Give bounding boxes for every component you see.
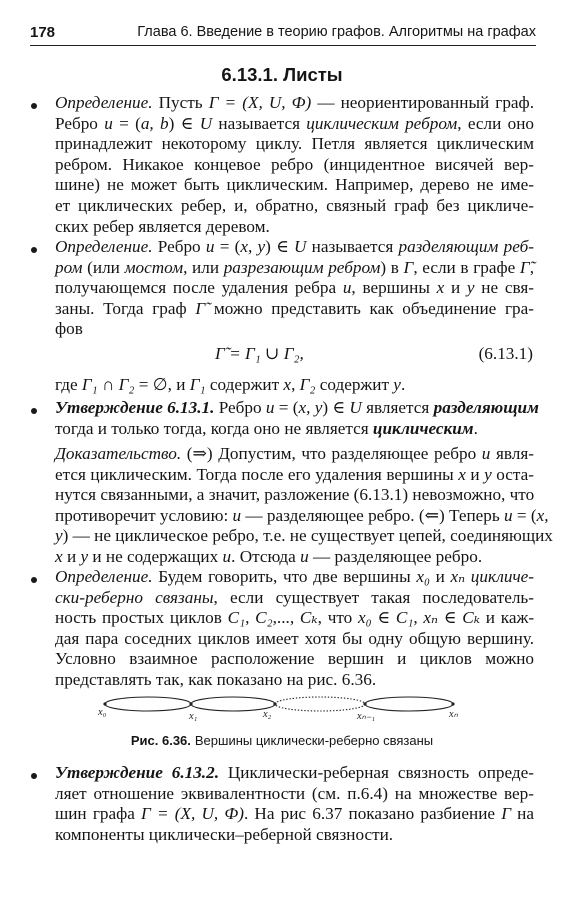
text-line xyxy=(55,134,534,155)
text-run: = ( xyxy=(112,113,141,133)
text-line xyxy=(55,155,534,176)
text-run: , вершины xyxy=(351,278,437,298)
text-run: ребром. Никакое концевое ребро (инцидентное висячей вер- xyxy=(55,154,534,174)
statement-6-13-1 xyxy=(55,398,539,439)
figure-caption xyxy=(0,733,564,748)
text-run: противоречит условию: xyxy=(55,505,233,525)
text-run: Условно взаимное расположение вершин и циклов можно xyxy=(55,649,534,669)
text-line xyxy=(55,217,534,238)
emphasis: Г₂ xyxy=(118,375,135,394)
text-run: , xyxy=(291,375,300,394)
definition-bridge xyxy=(55,237,534,340)
emphasis: Определение. xyxy=(55,237,153,256)
emphasis: Г = (X, U, Ф) xyxy=(141,804,244,824)
emphasis: u xyxy=(504,505,513,525)
emphasis: C₁ xyxy=(395,608,414,628)
text-run: ∈ xyxy=(371,608,396,628)
text-run: ется циклическим. Тогда после его удаления вершины xyxy=(55,464,459,484)
bullet xyxy=(31,577,37,583)
emphasis: x₀ xyxy=(416,567,430,586)
bullet xyxy=(31,247,37,253)
bullet xyxy=(31,408,37,414)
text-run: и xyxy=(444,278,467,298)
emphasis: u xyxy=(265,398,275,417)
emphasis: Утверждение 6.13.2. xyxy=(55,763,219,782)
vertex-xn xyxy=(451,702,454,705)
text-line xyxy=(55,258,534,279)
proof xyxy=(55,444,553,568)
text-run: ) ∈ xyxy=(322,398,350,417)
text-line xyxy=(55,608,534,629)
text-run: = ( xyxy=(274,398,299,417)
text-run: , или xyxy=(183,257,224,277)
emphasis: x, y xyxy=(240,237,266,256)
text-run: шине) не может быть циклическим. Например, дерево не име- xyxy=(55,175,534,195)
text-run: шин графа xyxy=(55,804,142,824)
emphasis: C₂ xyxy=(255,608,273,628)
emphasis: x₀ xyxy=(357,608,372,628)
emphasis: U xyxy=(199,113,213,133)
emphasis: u xyxy=(300,546,309,566)
definition-cyclic-edge-connected xyxy=(55,567,534,691)
text-run: , xyxy=(529,257,534,277)
text-run: и не содержащих xyxy=(88,546,223,566)
equation-number: (6.13.1) xyxy=(478,344,533,363)
text-run: (или xyxy=(82,257,125,277)
label-x2: x₂ xyxy=(263,709,272,720)
emphasis: xₙ xyxy=(450,567,466,586)
emphasis: u xyxy=(104,113,113,133)
text-run: , xyxy=(245,608,256,628)
text-run: Ребро xyxy=(152,237,206,256)
emphasis: y xyxy=(466,278,475,298)
text-run: ет циклических ребер, и, обратно, связный граф без цикличе- xyxy=(55,195,534,215)
emphasis: Г = (X, U, Ф) xyxy=(208,93,312,112)
page-number: 178 xyxy=(30,24,56,41)
text-run: . На рис 6.37 показано разбиение xyxy=(243,804,502,824)
emphasis: циклическим xyxy=(372,418,474,438)
text-run: получающемся после удаления ребра xyxy=(55,278,343,298)
text-line xyxy=(55,567,534,588)
text-line xyxy=(55,485,534,506)
emphasis: Г xyxy=(403,257,414,277)
emphasis: Г xyxy=(501,804,511,824)
emphasis: U xyxy=(349,398,362,417)
text-run: ность простых циклов xyxy=(55,608,228,628)
text-run: ) — не циклическое ребро, т.е. не существует цепей, соединяющих xyxy=(62,526,553,546)
emphasis: ски-реберно связаны xyxy=(55,587,214,607)
cycle-ck xyxy=(365,697,453,711)
equation: Г̃ = Г₁ ∪ Г₂, xyxy=(215,344,304,363)
emphasis: Г₁ xyxy=(189,375,206,394)
bullet xyxy=(31,103,37,109)
text-run: . xyxy=(473,418,478,438)
text-run: , что xyxy=(317,608,358,628)
emphasis: a, b xyxy=(140,113,169,133)
text-line xyxy=(55,526,553,547)
vertex-xn-1 xyxy=(363,702,366,705)
text-line xyxy=(55,629,534,650)
text-run: (⇒) Допустим, что разделяющее ребро xyxy=(181,444,482,463)
text-run: , если существует такая последователь- xyxy=(213,587,534,607)
text-line xyxy=(55,588,534,609)
emphasis: x xyxy=(458,464,466,484)
emphasis: y xyxy=(55,526,63,546)
text-line xyxy=(55,278,534,299)
text-run: Ребро xyxy=(55,113,105,133)
text-run: ∩ xyxy=(97,375,119,394)
text-run: не свя- xyxy=(474,278,534,298)
emphasis: y xyxy=(80,546,89,566)
text-run: является xyxy=(361,398,434,417)
text-run: ) ∈ xyxy=(265,237,295,256)
emphasis: xₙ xyxy=(423,608,438,628)
text-run: ) ∈ xyxy=(168,113,200,133)
text-line xyxy=(55,505,549,527)
text-line xyxy=(55,398,539,419)
text-run: , если оно xyxy=(457,113,534,133)
caption-label: Рис. 6.36. xyxy=(130,733,191,748)
section-title: 6.13.1. Листы xyxy=(221,64,343,85)
caption-text: Вершины циклически-реберно связаны xyxy=(194,733,434,748)
text-run: явля- xyxy=(490,444,534,463)
bullet xyxy=(31,773,37,779)
text-line xyxy=(55,237,534,258)
text-line xyxy=(55,444,534,465)
emphasis: цикличе- xyxy=(470,567,535,586)
text-run: . Отсюда xyxy=(231,546,301,566)
emphasis: y xyxy=(484,464,492,484)
emphasis: u xyxy=(481,444,491,463)
emphasis: разделяющим xyxy=(433,398,539,417)
text-run: , если в графе xyxy=(413,257,520,277)
emphasis: Г̃ xyxy=(195,298,206,318)
emphasis: Cₖ xyxy=(462,608,480,628)
text-run: принадлежит некоторому циклу. Петля является циклическим xyxy=(55,134,534,154)
text-run: , xyxy=(413,608,424,628)
text-run: содержит xyxy=(315,375,394,394)
vertex-x1 xyxy=(189,702,192,705)
text-run: = ( xyxy=(214,237,241,256)
emphasis: u xyxy=(342,278,352,298)
text-run: ) в xyxy=(380,257,404,277)
text-line xyxy=(55,784,534,805)
figure-6-36 xyxy=(100,686,470,726)
vertex-x2 xyxy=(273,702,276,705)
text-line xyxy=(55,93,534,114)
text-run: — разделяющее ребро. (⇐) Теперь xyxy=(241,505,505,525)
text-run: = ∅, и xyxy=(134,375,190,394)
text-line xyxy=(55,299,534,320)
emphasis: x xyxy=(55,546,63,566)
text-line xyxy=(55,196,534,217)
emphasis: мостом xyxy=(124,257,184,277)
cycle-c1 xyxy=(105,697,191,711)
text-run: нутся связанными, а значит, разложение (6.13.1) невозможно, что xyxy=(55,485,535,505)
vertex-x0 xyxy=(103,702,106,705)
text-run: . xyxy=(400,375,406,394)
text-run: оста- xyxy=(491,464,534,484)
label-x1: x₁ xyxy=(189,711,198,722)
text-run: тогда и только тогда, когда оно не является xyxy=(55,418,373,438)
text-run: = ( xyxy=(512,505,537,525)
emphasis: C₁ xyxy=(227,608,246,628)
emphasis: разрезающим ребром xyxy=(223,257,381,277)
text-run: Будем говорить, что две вершины xyxy=(152,567,417,586)
text-run: называется xyxy=(212,113,307,133)
emphasis: Определение. xyxy=(55,567,153,586)
text-line xyxy=(55,547,534,568)
header-rule xyxy=(30,45,536,46)
cycle-dotted xyxy=(275,697,365,711)
text-line xyxy=(55,825,534,846)
text-run: и xyxy=(62,546,81,566)
emphasis: Г̃ xyxy=(519,257,530,277)
text-run: Циклически-реберная связность опреде- xyxy=(219,763,534,782)
emphasis: x xyxy=(436,278,445,298)
text-run: ляет отношение эквивалентности (см. п.6.4) на множестве вер- xyxy=(55,783,534,803)
statement-6-13-2 xyxy=(55,763,534,845)
text-line xyxy=(55,114,534,135)
text-run: — разделяющее ребро. xyxy=(308,546,483,566)
text-run: ских ребер является деревом. xyxy=(55,216,270,236)
text-run: — неориентированный граф. xyxy=(311,93,534,112)
emphasis: Г₁ xyxy=(81,375,98,394)
text-run: представлять так, как показано на рис. 6.36. xyxy=(55,669,377,689)
label-xn-1: xₙ₋₁ xyxy=(357,711,376,722)
emphasis: y xyxy=(393,375,401,394)
emphasis: циклическим ребром xyxy=(306,113,458,133)
text-run: можно представить как объединение гра- xyxy=(205,298,534,318)
text-line xyxy=(55,319,534,340)
emphasis: Определение. xyxy=(55,93,153,112)
emphasis: x, xyxy=(536,505,549,525)
emphasis: u xyxy=(232,505,242,525)
text-run: Пусть xyxy=(152,93,209,112)
emphasis: Г₂ xyxy=(299,375,316,394)
text-line xyxy=(55,465,534,486)
text-line xyxy=(55,175,534,196)
equation-explanation xyxy=(55,375,534,396)
label-x0: x₀ xyxy=(98,707,107,718)
text-run: на xyxy=(511,804,535,824)
emphasis: x, y xyxy=(298,398,323,417)
text-run: называется xyxy=(306,237,399,256)
text-line xyxy=(55,763,534,784)
chapter-title: Глава 6. Введение в теорию графов. Алгоритмы на графах xyxy=(137,24,536,40)
text-run: дая пара соседних циклов имеет хотя бы одну общую вершину. xyxy=(55,628,534,648)
text-run: и xyxy=(429,567,451,586)
emphasis: ром xyxy=(55,257,83,277)
emphasis: U xyxy=(294,237,307,256)
text-run: где xyxy=(55,375,82,394)
text-run: ,..., xyxy=(272,608,300,628)
text-line xyxy=(55,375,534,396)
text-line xyxy=(55,804,534,825)
text-run: ∈ xyxy=(438,608,463,628)
text-line xyxy=(55,419,534,440)
definition-cyclic-edge xyxy=(55,93,534,237)
text-run: содержит xyxy=(205,375,284,394)
text-run: фов xyxy=(55,319,83,339)
emphasis: u xyxy=(205,237,215,256)
emphasis: Утверждение 6.13.1. xyxy=(55,398,215,417)
emphasis: u xyxy=(222,546,232,566)
text-run: Ребро xyxy=(214,398,266,417)
text-run: и xyxy=(465,464,485,484)
text-run: компоненты циклически–реберной связности. xyxy=(55,824,394,844)
emphasis: Доказательство. xyxy=(55,444,182,463)
text-run: заны. Тогда граф xyxy=(55,298,196,318)
emphasis: Cₖ xyxy=(299,608,318,628)
label-xn: xₙ xyxy=(449,709,458,720)
text-run: и каж- xyxy=(480,608,535,628)
emphasis: x xyxy=(283,375,292,394)
emphasis: разделяющим реб- xyxy=(398,237,534,256)
text-line xyxy=(55,649,534,670)
